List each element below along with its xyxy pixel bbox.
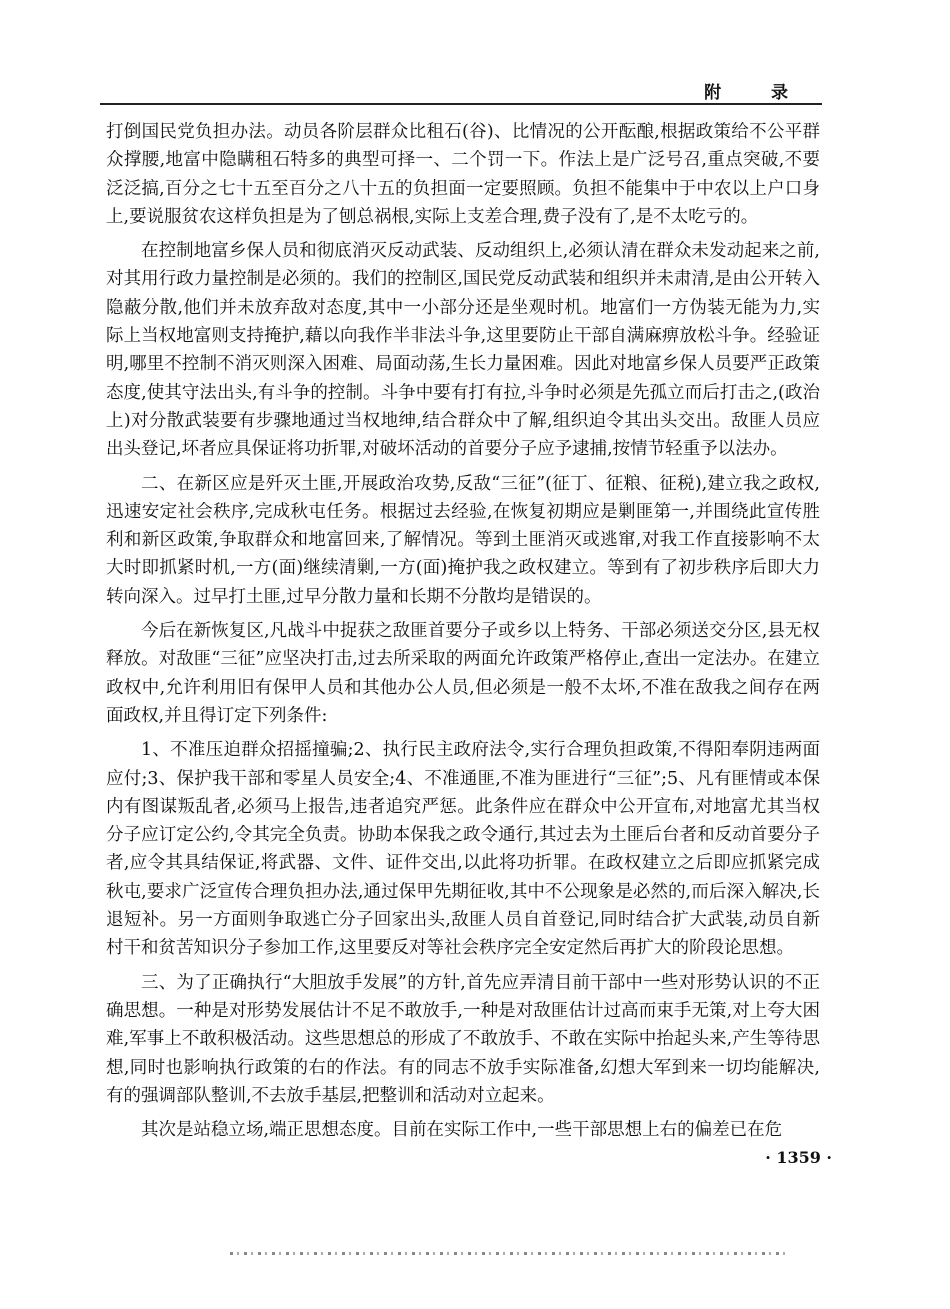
paragraph: 其次是站稳立场,端正思想态度。目前在实际工作中,一些干部思想上右的偏差已在危 [141, 1120, 783, 1141]
running-head: 附 录 [704, 83, 810, 103]
paragraph: 三、为了正确执行“大胆放手发展”的方针,首先应弄清目前干部中一些对形势认识的不正确思想。一种是对形势发展估计不足不敢放手,一种是对敌匪估计过高而束手无策,对上夸大困难,军事上不敢积极活动。这些思想总的形成了不敢放手、不敢在实际中抬起头来,产生等待思想,同时也影响执行政策的右的作法。有的同志不放手实际准备,幻想大军到来一切均能解决,有的强调部队整训,不去放手基层,把整训和活动对立起来。 [106, 972, 820, 1106]
paragraph: 今后在新恢复区,凡战斗中捉获之敌匪首要分子或乡以上特务、干部必须送交分区,县无权释放。对敌匪“三征”应坚决打击,过去所采取的两面允许政策严格停止,查出一定法办。在建立政权中,允许利用旧有保甲人员和其他办公人员,但必须是一般不太坏,不准在敌我之间存在两面政权,并且得订定下列条件: [106, 621, 820, 726]
paragraph: 二、在新区应是歼灭土匪,开展政治攻势,反敌“三征”(征丁、征粮、征税),建立我之政权,迅速安定社会秩序,完成秋屯任务。根据过去经验,在恢复初期应是剿匪第一,并围绕此宣传胜利和新区政策,争取群众和地富回来,了解情况。等到土匪消灭或逃窜,对我工作直接影响不太大时即抓紧时机,一方(面)继续清剿,一方(面)掩护我之政权建立。等到有了初步秩序后即大力转向深入。过早打土匪,过早分散力量和长期不分散均是错误的。 [106, 473, 820, 607]
paragraph: 1、不准压迫群众招摇撞骗;2、执行民主政府法令,实行合理负担政策,不得阳奉阴违两面应付;3、保护我干部和零星人员安全;4、不准通匪,不准为匪进行“三征”;5、凡有匪情或本保内有图谋叛乱者,必须马上报告,违者追究严惩。此条件应在群众中公开宣布,对地富尤其当权分子应订定公约,令其完全负责。协助本保我之政令通行,其过去为土匪后台者和反动首要分子者,应令其具结保证,将武器、文件、证件交出,以此将功折罪。在政权建立之后即应抓紧完成秋屯,要求广泛宣传合理负担办法,通过保甲先期征收,其中不公现象是必然的,而后深入解决,长退短补。另一方面则争取逃亡分子回家出头,敌匪人员自首登记,同时结合扩大武装,动员自新村干和贫苦知识分子参加工作,这里要反对等社会秩序完全安定然后再扩大的阶段论思想。 [106, 740, 820, 959]
scan-artifact-line [230, 1252, 790, 1255]
page-number: · 1359 · [765, 1148, 832, 1167]
paragraph: 打倒国民党负担办法。动员各阶层群众比租石(谷)、比情况的公开酝酿,根据政策给不公平群众撑腰,地富中隐瞒租石特多的典型可择一、二个罚一下。作法上是广泛号召,重点突破,不要泛泛搞,百分之七十五至百分之八十五的负担面一定要照顾。负担不能集中于中农以上户口身上,要说服贫农这样负担是为了刨总祸根,实际上支差合理,费子没有了,是不太吃亏的。 [106, 122, 820, 227]
body-text [106, 118, 820, 1150]
paragraph: 在控制地富乡保人员和彻底消灭反动武装、反动组织上,必须认清在群众未发动起来之前,对其用行政力量控制是必须的。我们的控制区,国民党反动武装和组织并未肃清,是由公开转入隐蔽分散,他们并未放弃敌对态度,其中一小部分还是坐观时机。地富们一方伪装无能为力,实际上当权地富则支持掩护,藉以向我作半非法斗争,这里要防止干部自满麻痹放松斗争。经验证明,哪里不控制不消灭则深入困难、局面动荡,生长力量困难。因此对地富乡保人员要严正政策态度,使其守法出头,有斗争的控制。斗争中要有打有拉,斗争时必须是先孤立而后打击之,(政治上)对分散武装要有步骤地通过当权地绅,结合群众中了解,组织迫令其出头交出。敌匪人员应出头登记,坏者应具保证将功折罪,对破坏活动的首要分子应予逮捕,按情节轻重予以法办。 [106, 241, 820, 460]
header-rule [100, 103, 822, 105]
